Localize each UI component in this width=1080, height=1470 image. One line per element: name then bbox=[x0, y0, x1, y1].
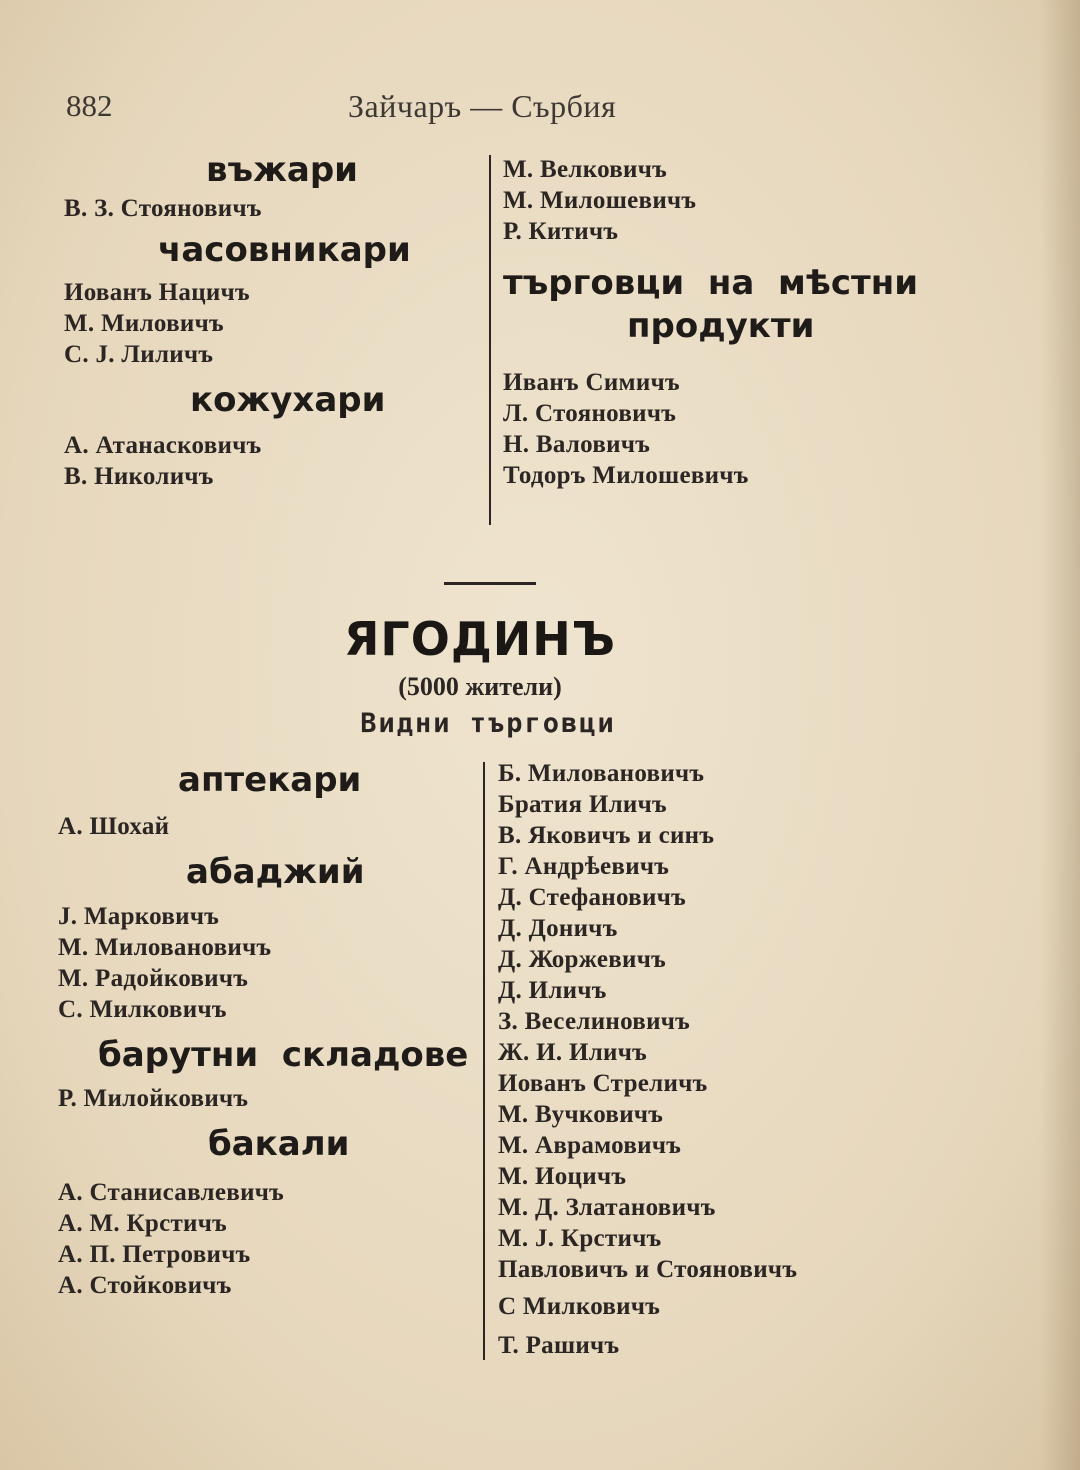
list-item: Иованъ Нацичъ bbox=[64, 278, 250, 306]
section-heading: абаджий bbox=[186, 851, 365, 892]
bottom-right-column bbox=[498, 758, 1058, 1361]
section-separator bbox=[444, 582, 536, 585]
list-item: Тодоръ Милошевичъ bbox=[503, 461, 749, 489]
list-item: М. Ј. Крстичъ bbox=[498, 1225, 662, 1252]
list-item: В. Яковичъ и синъ bbox=[498, 822, 715, 849]
list-item: М. Вучковичъ bbox=[498, 1101, 664, 1128]
list-item: А. Станисавлевичъ bbox=[58, 1179, 285, 1207]
list-item: А. Атанасковичъ bbox=[64, 432, 262, 460]
list-item: С. Милковичъ bbox=[58, 995, 227, 1023]
list-item: Д. Иличъ bbox=[498, 977, 607, 1004]
column-divider bbox=[483, 762, 485, 1360]
section-heading: търговци на мѣстни bbox=[503, 263, 919, 303]
list-item: Р. Китичъ bbox=[503, 218, 619, 245]
list-item: М. Д. Златановичъ bbox=[498, 1194, 716, 1221]
top-left-column bbox=[64, 150, 464, 492]
list-item: Т. Рашичъ bbox=[498, 1332, 620, 1359]
running-head: Зайчаръ — Сърбия bbox=[348, 88, 617, 124]
city-subtitle: Видни търговци bbox=[360, 708, 616, 739]
list-item: В. З. Стояновичъ bbox=[64, 194, 262, 222]
list-item: З. Веселиновичъ bbox=[498, 1008, 691, 1035]
list-item: Павловичъ и Стояновичъ bbox=[498, 1256, 798, 1283]
list-item: Ж. И. Иличъ bbox=[498, 1039, 648, 1066]
list-item: Д. Стефановичъ bbox=[498, 884, 686, 911]
list-item: М. Иоцичъ bbox=[498, 1163, 627, 1190]
list-item: Д. Доничъ bbox=[498, 915, 618, 942]
list-item: С. Ј. Лиличъ bbox=[64, 340, 214, 368]
section-heading: въжари bbox=[206, 150, 359, 190]
list-item: А. П. Петровичъ bbox=[58, 1241, 251, 1269]
list-item: Иованъ Стреличъ bbox=[498, 1070, 708, 1097]
section-heading: часовникари bbox=[158, 229, 411, 270]
page-number: 882 bbox=[66, 88, 113, 123]
list-item: Ј. Марковичъ bbox=[58, 902, 220, 930]
list-item: В. Николичъ bbox=[64, 463, 214, 491]
section-heading: кожухари bbox=[190, 379, 386, 420]
list-item: Г. Андрѣевичъ bbox=[498, 853, 670, 880]
section-heading: аптекари bbox=[178, 760, 362, 800]
list-item: М. Аврамовичъ bbox=[498, 1132, 682, 1159]
list-item: М. Милошевичъ bbox=[503, 187, 697, 214]
city-population: (5000 жители) bbox=[398, 672, 562, 701]
section-heading: барутни складове bbox=[98, 1034, 469, 1075]
bottom-left-column bbox=[58, 760, 468, 1301]
list-item: С Милковичъ bbox=[498, 1293, 661, 1320]
list-item: Братия Иличъ bbox=[498, 791, 667, 818]
list-item: А. М. Крстичъ bbox=[58, 1210, 228, 1238]
list-item: Д. Жоржевичъ bbox=[498, 946, 667, 973]
list-item: Б. Миловановичъ bbox=[498, 760, 705, 787]
city-title: ЯГОДИНЪ bbox=[343, 612, 617, 666]
list-item: Р. Милойковичъ bbox=[58, 1085, 249, 1113]
list-item: Л. Стояновичъ bbox=[503, 399, 677, 427]
list-item: М. Велковичъ bbox=[503, 156, 668, 183]
list-item: Иванъ Симичъ bbox=[503, 368, 680, 396]
list-item: М. Миловичъ bbox=[64, 309, 224, 337]
list-item: М. Миловановичъ bbox=[58, 933, 272, 961]
section-heading: продукти bbox=[627, 305, 815, 346]
section-heading: бакали bbox=[208, 1124, 350, 1165]
list-item: М. Радойковичъ bbox=[58, 964, 249, 992]
column-divider bbox=[489, 155, 491, 525]
top-right-column bbox=[503, 154, 1043, 491]
list-item: А. Стойковичъ bbox=[58, 1272, 232, 1300]
list-item: А. Шохай bbox=[58, 812, 170, 840]
list-item: Н. Валовичъ bbox=[503, 430, 651, 458]
